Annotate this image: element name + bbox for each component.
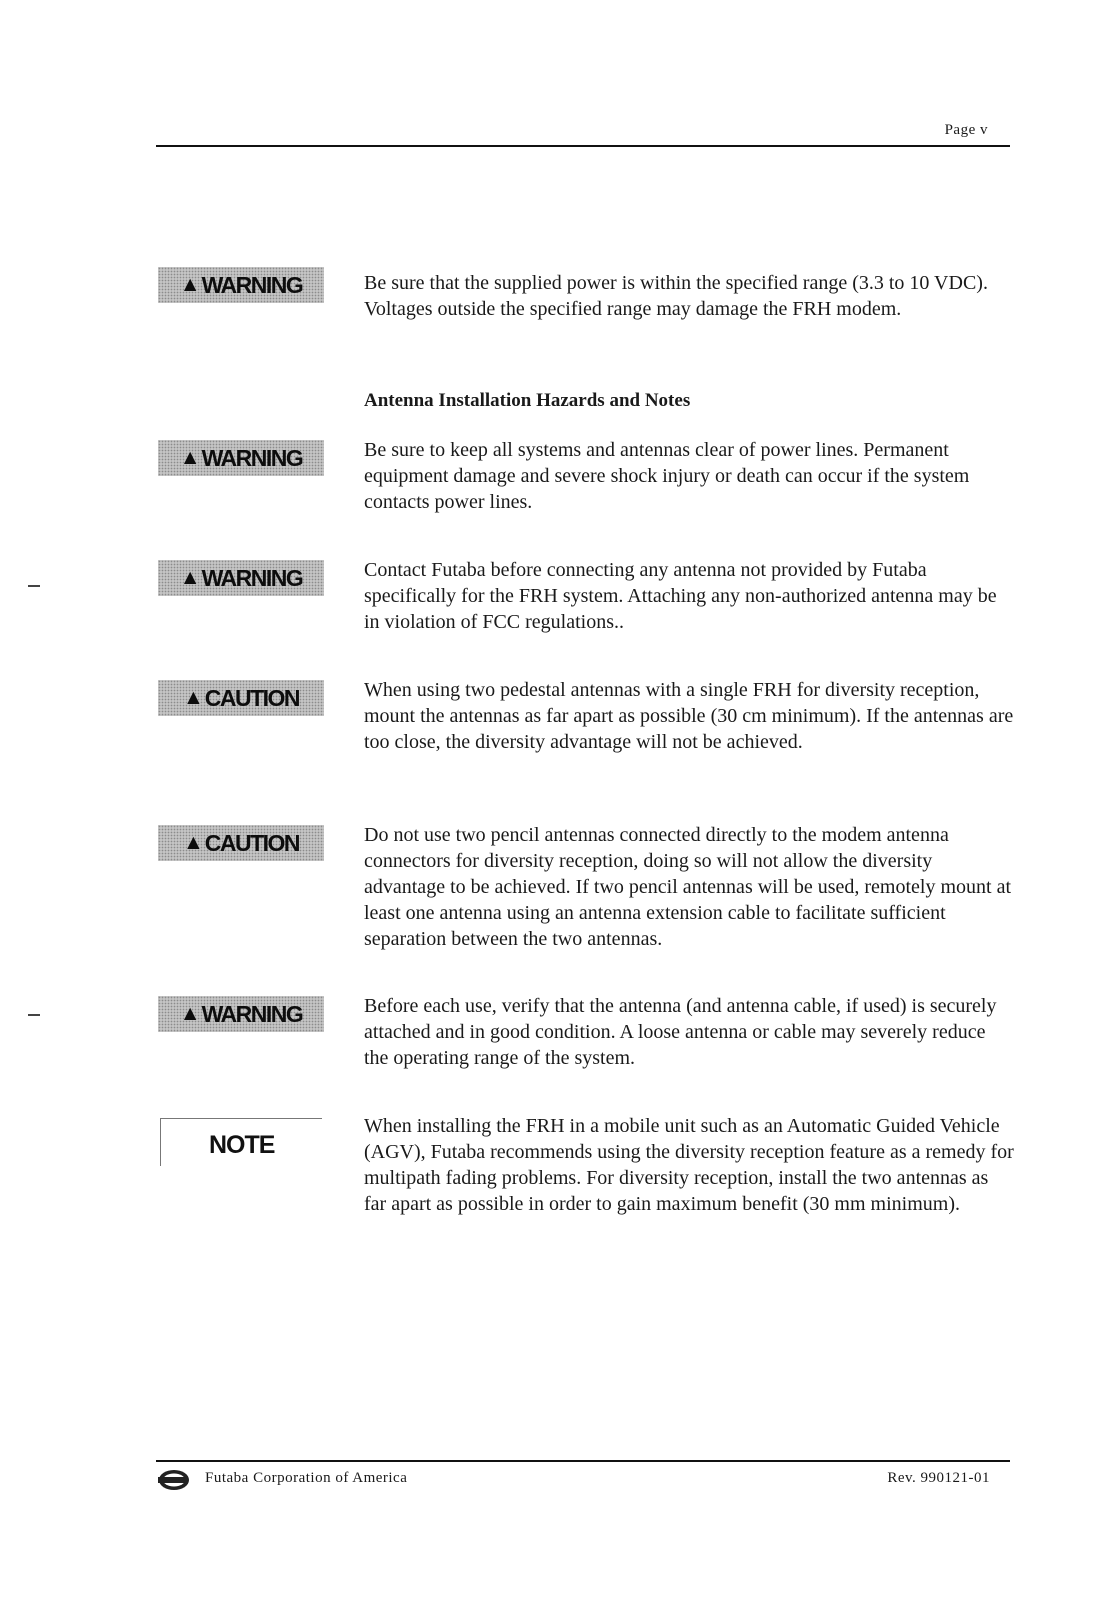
margin-mark (28, 1014, 40, 1016)
warning-triangle-icon: ▲ (179, 446, 201, 469)
verify-warning-text: Before each use, verify that the antenna (and antenna cable, if used) is securely attached and in good condition. A loose antenna or cable may severely reduce the operating range of the system. (364, 995, 997, 1069)
warning-badge: ▲ WARNING (158, 560, 324, 596)
footer-rule (156, 1460, 1010, 1462)
warning-triangle-icon: ▲ (179, 1002, 201, 1025)
power-warning-text: Be sure that the supplied power is within the specified range (3.3 to 10 VDC). Voltages outside the specified range may damage the FRH modem. (364, 272, 988, 320)
section-heading: Antenna Installation Hazards and Notes (364, 390, 691, 411)
page-number: Page v (944, 122, 988, 138)
futaba-contact-warning-text: Contact Futaba before connecting any antenna not provided by Futaba specifically for the FRH system. Attaching any non-authorized antenna may be in violation of FCC regulations.. (364, 559, 997, 633)
warning-badge: ▲ WARNING (158, 440, 324, 476)
warning-badge: ▲ WARNING (158, 996, 324, 1032)
warning-triangle-icon: ▲ (182, 831, 204, 854)
warning-triangle-icon: ▲ (182, 686, 204, 709)
note-badge: NOTE (160, 1118, 322, 1166)
header-rule (156, 145, 1010, 147)
agv-note-text: When installing the FRH in a mobile unit such as an Automatic Guided Vehicle (AGV), Futaba recommends using the diversity reception feature as a remedy for multipath fading problems. For diversity reception, install the two antennas as far apart as possible in order to gain maximum benefit (30 mm minimum). (364, 1115, 1014, 1215)
pedestal-caution-text: When using two pedestal antennas with a single FRH for diversity reception, mount the antennas as far apart as possible (30 cm minimum). If the antennas are too close, the diversity advantage will not be achieved. (364, 679, 1014, 753)
footer-company: Futaba Corporation of America (205, 1470, 408, 1486)
pencil-caution-text: Do not use two pencil antennas connected directly to the modem antenna connectors for diversity reception, doing so will not allow the diversity advantage to be achieved. If two pencil antennas will be used, remotely mount at least one antenna using an antenna extension cable to facilitate sufficient separation between the two antennas. (364, 824, 1012, 950)
margin-mark (28, 585, 40, 587)
power-lines-warning-text: Be sure to keep all systems and antennas clear of power lines. Permanent equipment damage and severe shock injury or death can occur if the system contacts power lines. (364, 439, 970, 513)
caution-badge: ▲ CAUTION (158, 825, 324, 861)
footer-revision: Rev. 990121-01 (887, 1470, 990, 1486)
warning-triangle-icon: ▲ (179, 566, 201, 589)
caution-badge: ▲ CAUTION (158, 680, 324, 716)
warning-badge: ▲ WARNING (158, 267, 324, 303)
futaba-logo (156, 1468, 190, 1492)
warning-triangle-icon: ▲ (179, 273, 201, 296)
